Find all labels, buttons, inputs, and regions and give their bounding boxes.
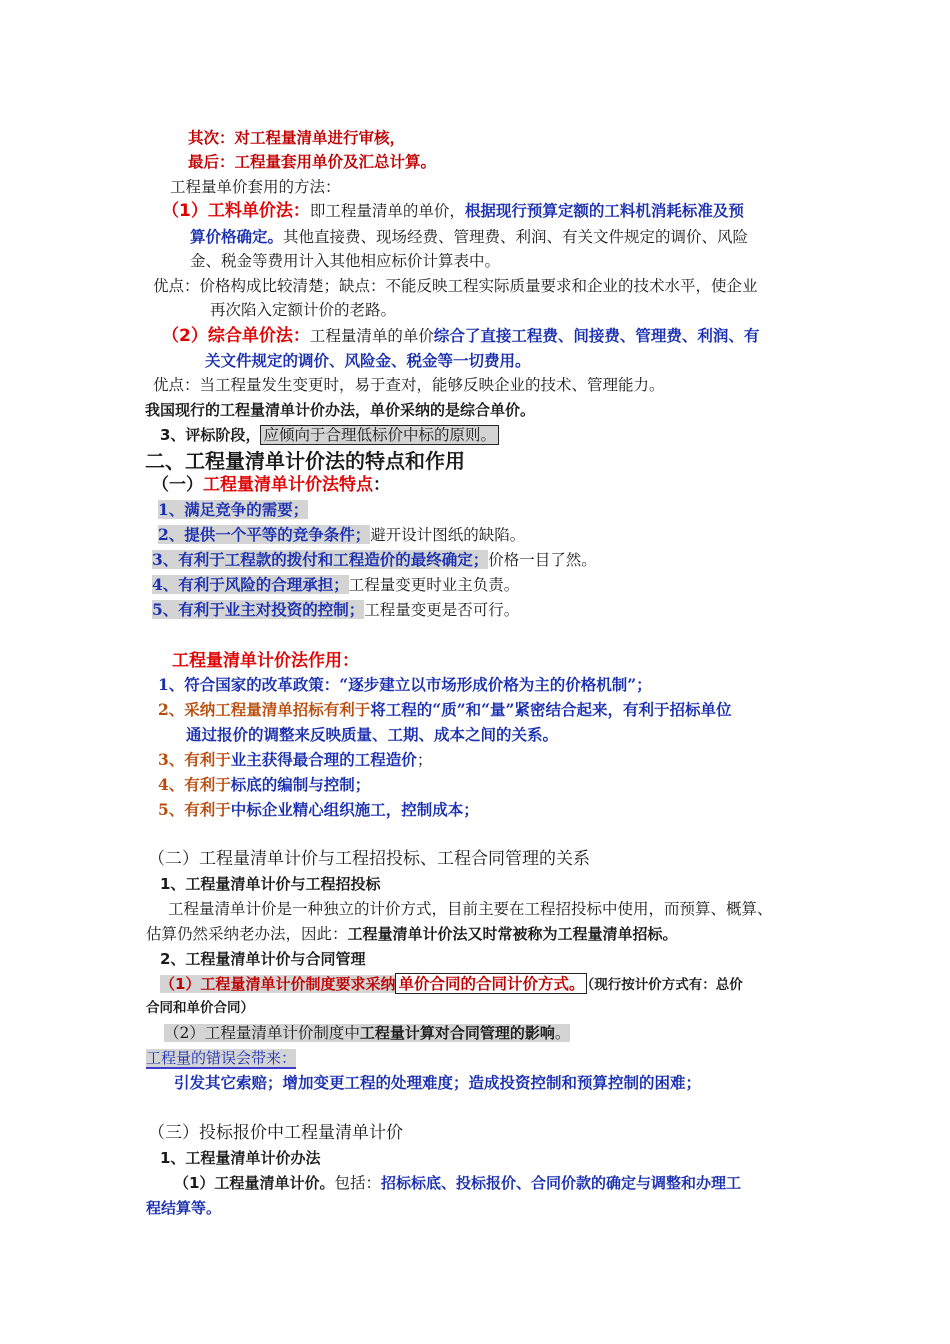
roles-title: 工程量清单计价法作用： <box>172 651 359 671</box>
subsection-2-heading-1: 1、工程量清单计价与工程招投标 <box>160 875 381 893</box>
role-3: 3、有利于业主获得最合理的工程造价； <box>158 750 433 769</box>
errors-title-line <box>146 1047 296 1069</box>
subsection-2-heading-2: 2、工程量清单计价与合同管理 <box>160 950 366 968</box>
subsection-3-heading-1: 1、工程量清单计价办法 <box>160 1149 321 1167</box>
method-2-line-1: （2）综合单价法：工程量清单的单价综合了直接工程费、间接费、管理费、利润、有 <box>162 326 760 346</box>
method-2-heading: （2）综合单价法： <box>162 326 310 346</box>
role-4: 4、有利于标底的编制与控制； <box>158 775 371 794</box>
method-1-line-1: （1）工料单价法：即工程量清单的单价，根据现行预算定额的工料机消耗标准及预 <box>162 201 744 221</box>
section-2-title: 二、工程量清单计价法的特点和作用 <box>145 449 465 473</box>
method-intro: 工程量单价套用的方法： <box>170 178 341 196</box>
errors-title: 工程量的错误会带来： <box>146 1049 297 1067</box>
errors-consequences: 引发其它索赔；增加变更工程的处理难度；造成投资控制和预算控制的困难； <box>174 1073 702 1092</box>
subsection-2-para-2: 估算仍然采纳老办法，因此：工程量清单计价法又时常被称为工程量清单招标。 <box>146 925 678 943</box>
feature-3: 3、有利于工程款的拨付和工程造价的最终确定；价格一目了然。 <box>152 550 597 569</box>
step-final: 最后：工程量套用单价及汇总计算。 <box>188 152 437 171</box>
unit-price-contract-box: 单价合同的合同计价方式。 <box>395 973 587 994</box>
subsection-3-title: （三）投标报价中工程量清单计价 <box>148 1123 403 1143</box>
role-5: 5、有利于中标企业精心组织施工，控制成本； <box>158 800 479 819</box>
step-review: 其次：对工程量清单进行审核， <box>188 128 406 147</box>
method-1-line-3: 金、税金等费用计入其他相应标价计算表中。 <box>190 252 501 270</box>
subsection-3-para-1-cont: 程结算等。 <box>146 1199 222 1217</box>
evaluation-principle-box: 应倾向于合理低标价中标的原则。 <box>260 425 499 445</box>
method-2-line-2: 关文件规定的调价、风险金、税金等一切费用。 <box>205 351 531 370</box>
role-2-cont: 通过报价的调整来反映质量、工期、成本之间的关系。 <box>186 725 559 744</box>
subsection-2-title: （二）工程量清单计价与工程招投标、工程合同管理的关系 <box>148 849 590 869</box>
feature-1: 1、满足竞争的需要； <box>158 500 309 519</box>
method-2-pros: 优点：当工程量发生变更时，易于查对，能够反映企业的技术、管理能力。 <box>153 376 665 394</box>
feature-4: 4、有利于风险的合理承担；工程量变更时业主负责。 <box>152 575 520 594</box>
contract-point-1: （1）工程量清单计价制度要求采纳 单价合同的合同计价方式。 （现行按计价方式有：总价 <box>160 974 743 993</box>
feature-5: 5、有利于业主对投资的控制；工程量变更是否可行。 <box>152 600 520 619</box>
method-1-pros-cons: 优点：价格构成比较清楚；缺点：不能反映工程实际质量要求和企业的技术水平，使企业 <box>153 277 758 295</box>
current-method-note: 我国现行的工程量清单计价办法，单价采纳的是综合单价。 <box>145 401 536 419</box>
feature-2: 2、提供一个平等的竞争条件；避开设计图纸的缺陷。 <box>158 525 526 544</box>
method-1-line-2: 算价格确定。其他直接费、现场经费、管理费、利润、有关文件规定的调价、风险 <box>190 227 749 246</box>
contract-point-2: （2）工程量清单计价制度中工程量计算对合同管理的影响。 <box>164 1024 571 1042</box>
evaluation-stage: 3、评标阶段， 应倾向于合理低标价中标的原则。 <box>160 424 499 446</box>
subsection-3-para-1: （1）工程量清单计价。包括：招标标底、投标报价、合同价款的确定与调整和办理工 <box>174 1174 741 1192</box>
features-subtitle: （一）工程量清单计价法特点： <box>152 475 390 495</box>
contract-point-1-cont: 合同和单价合同） <box>146 1000 254 1016</box>
method-1-heading: （1）工料单价法： <box>162 201 310 221</box>
role-2: 2、采纳工程量清单招标有利于将工程的“质”和“量”紧密结合起来，有利于招标单位 <box>158 700 732 719</box>
method-1-pros-cons-cont: 再次陷入定额计价的老路。 <box>210 301 397 319</box>
subsection-2-para-1: 工程量清单计价是一种独立的计价方式，目前主要在工程招投标中使用，而预算、概算、 <box>168 900 773 918</box>
role-1: 1、符合国家的改革政策：“逐步建立以市场形成价格为主的价格机制”； <box>158 675 652 694</box>
